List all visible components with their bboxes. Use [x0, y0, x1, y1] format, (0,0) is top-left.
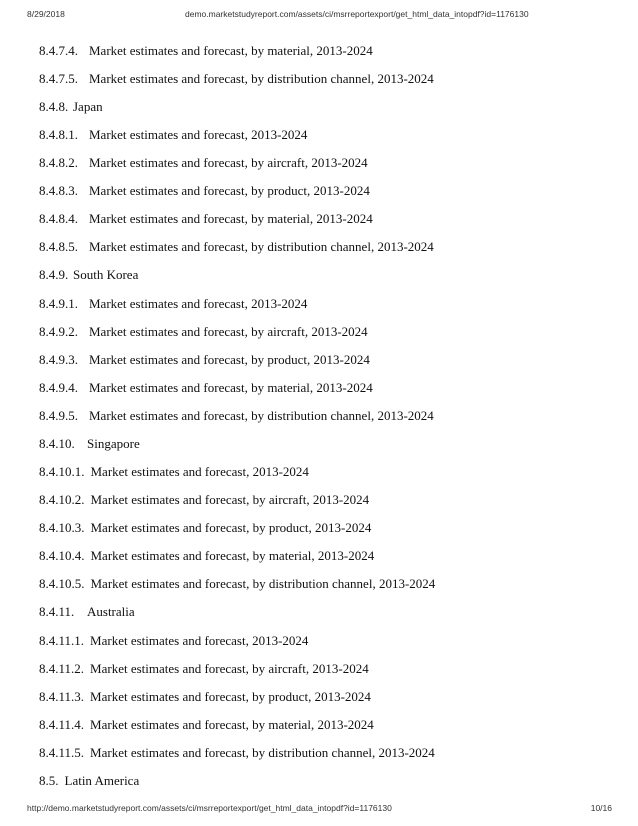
toc-entry-number: 8.4.10.4. [39, 548, 85, 563]
toc-entry-number: 8.4.10.5. [39, 576, 85, 591]
toc-entry-title: Market estimates and forecast, 2013-2024 [90, 633, 309, 648]
toc-entry-number: 8.4.11.1. [39, 633, 85, 648]
toc-entry-number: 8.4.11.2. [39, 661, 85, 676]
toc-entry [39, 155, 368, 171]
page-header-url: demo.marketstudyreport.com/assets/ci/msrreportexport/get_html_data_intopdf?id=1176130 [185, 9, 529, 19]
toc-entry-title: Market estimates and forecast, by product, 2013-2024 [89, 183, 370, 198]
toc-entry-number: 8.5. [39, 773, 59, 788]
toc-entry-title: Market estimates and forecast, by distribution channel, 2013-2024 [90, 576, 436, 591]
toc-entry [39, 661, 369, 677]
toc-entry [39, 773, 139, 789]
toc-entry-number: 8.4.11.4. [39, 717, 85, 732]
toc-entry-number: 8.4.9.2. [39, 324, 78, 339]
toc-entry [39, 633, 308, 649]
toc-entry [39, 324, 368, 340]
toc-entry-number: 8.4.9.3. [39, 352, 78, 367]
toc-entry [39, 352, 370, 368]
toc-entry-title: Singapore [87, 436, 140, 451]
toc-entry-title: Market estimates and forecast, 2013-2024 [89, 127, 308, 142]
toc-entry-title: Market estimates and forecast, by aircraft, 2013-2024 [89, 324, 368, 339]
toc-entry [39, 520, 371, 536]
toc-entry-title: South Korea [73, 267, 139, 282]
toc-entry-number: 8.4.11.5. [39, 745, 85, 760]
toc-entry [39, 464, 309, 480]
page-number: 10/16 [590, 803, 612, 813]
toc-entry-title: Market estimates and forecast, by material, 2013-2024 [90, 548, 375, 563]
toc-entry-number: 8.4.7.4. [39, 43, 78, 58]
toc-entry-title: Japan [73, 99, 103, 114]
toc-entry-number: 8.4.11.3. [39, 689, 85, 704]
toc-entry [39, 43, 373, 59]
toc-entry-number: 8.4.9.4. [39, 380, 78, 395]
toc-entry-title: Market estimates and forecast, by distribution channel, 2013-2024 [89, 408, 434, 423]
toc-entry [39, 211, 373, 227]
toc-entry [39, 408, 434, 424]
toc-entry-number: 8.4.10.2. [39, 492, 85, 507]
page-footer-url: http://demo.marketstudyreport.com/assets/ci/msrreportexport/get_html_data_intopdf?id=1176130 [27, 803, 392, 813]
toc-entry [39, 296, 307, 312]
toc-entry-number: 8.4.9.1. [39, 296, 78, 311]
toc-entry-title: Market estimates and forecast, 2013-2024 [89, 296, 308, 311]
toc-entry-title: Market estimates and forecast, by distribution channel, 2013-2024 [89, 239, 434, 254]
toc-entry [39, 548, 374, 564]
toc-entry-number: 8.4.8.1. [39, 127, 78, 142]
toc-entry [39, 492, 369, 508]
toc-entry [39, 127, 307, 143]
toc-entry-title: Market estimates and forecast, by distribution channel, 2013-2024 [89, 71, 434, 86]
toc-entry-title: Market estimates and forecast, by material, 2013-2024 [89, 211, 373, 226]
toc-entry-title: Market estimates and forecast, by product, 2013-2024 [90, 520, 372, 535]
toc-entry [39, 436, 140, 452]
toc-entry-title: Market estimates and forecast, by distribution channel, 2013-2024 [90, 745, 435, 760]
toc-entry-title: Market estimates and forecast, by aircraft, 2013-2024 [90, 661, 369, 676]
toc-entry [39, 717, 374, 733]
toc-entry [39, 689, 371, 705]
toc-entry-number: 8.4.8.5. [39, 239, 78, 254]
toc-entry-number: 8.4.9. [39, 267, 69, 282]
toc-entry-number: 8.4.10.1. [39, 464, 85, 479]
toc-entry [39, 576, 435, 592]
toc-entry-title: Market estimates and forecast, by material, 2013-2024 [89, 43, 373, 58]
toc-entry-title: Market estimates and forecast, by material, 2013-2024 [89, 380, 373, 395]
toc-entry-number: 8.4.11. [39, 604, 75, 619]
toc-entry-number: 8.4.8. [39, 99, 69, 114]
toc-entry-number: 8.4.10.3. [39, 520, 85, 535]
toc-entry-number: 8.4.9.5. [39, 408, 78, 423]
toc-entry-title: Market estimates and forecast, by material, 2013-2024 [90, 717, 374, 732]
toc-entry-number: 8.4.10. [39, 436, 75, 451]
toc-entry-number: 8.4.7.5. [39, 71, 78, 86]
toc-entry [39, 99, 103, 115]
toc-entry [39, 604, 135, 620]
toc-entry-title: Market estimates and forecast, by aircraft, 2013-2024 [90, 492, 370, 507]
toc-entry-title: Latin America [64, 773, 140, 788]
toc-entry-title: Market estimates and forecast, by product, 2013-2024 [89, 352, 370, 367]
toc-entry [39, 183, 370, 199]
toc-entry [39, 745, 435, 761]
toc-entry-title: Australia [87, 604, 135, 619]
toc-entry [39, 239, 434, 255]
toc-entry-title: Market estimates and forecast, by aircraft, 2013-2024 [89, 155, 368, 170]
toc-entry-number: 8.4.8.3. [39, 183, 78, 198]
print-date: 8/29/2018 [27, 9, 65, 19]
toc-entry-number: 8.4.8.2. [39, 155, 78, 170]
toc-entry-title: Market estimates and forecast, 2013-2024 [90, 464, 309, 479]
toc-entry-title: Market estimates and forecast, by product, 2013-2024 [90, 689, 371, 704]
toc-entry [39, 71, 434, 87]
toc-entry [39, 380, 373, 396]
toc-entry [39, 267, 138, 283]
toc-entry-number: 8.4.8.4. [39, 211, 78, 226]
